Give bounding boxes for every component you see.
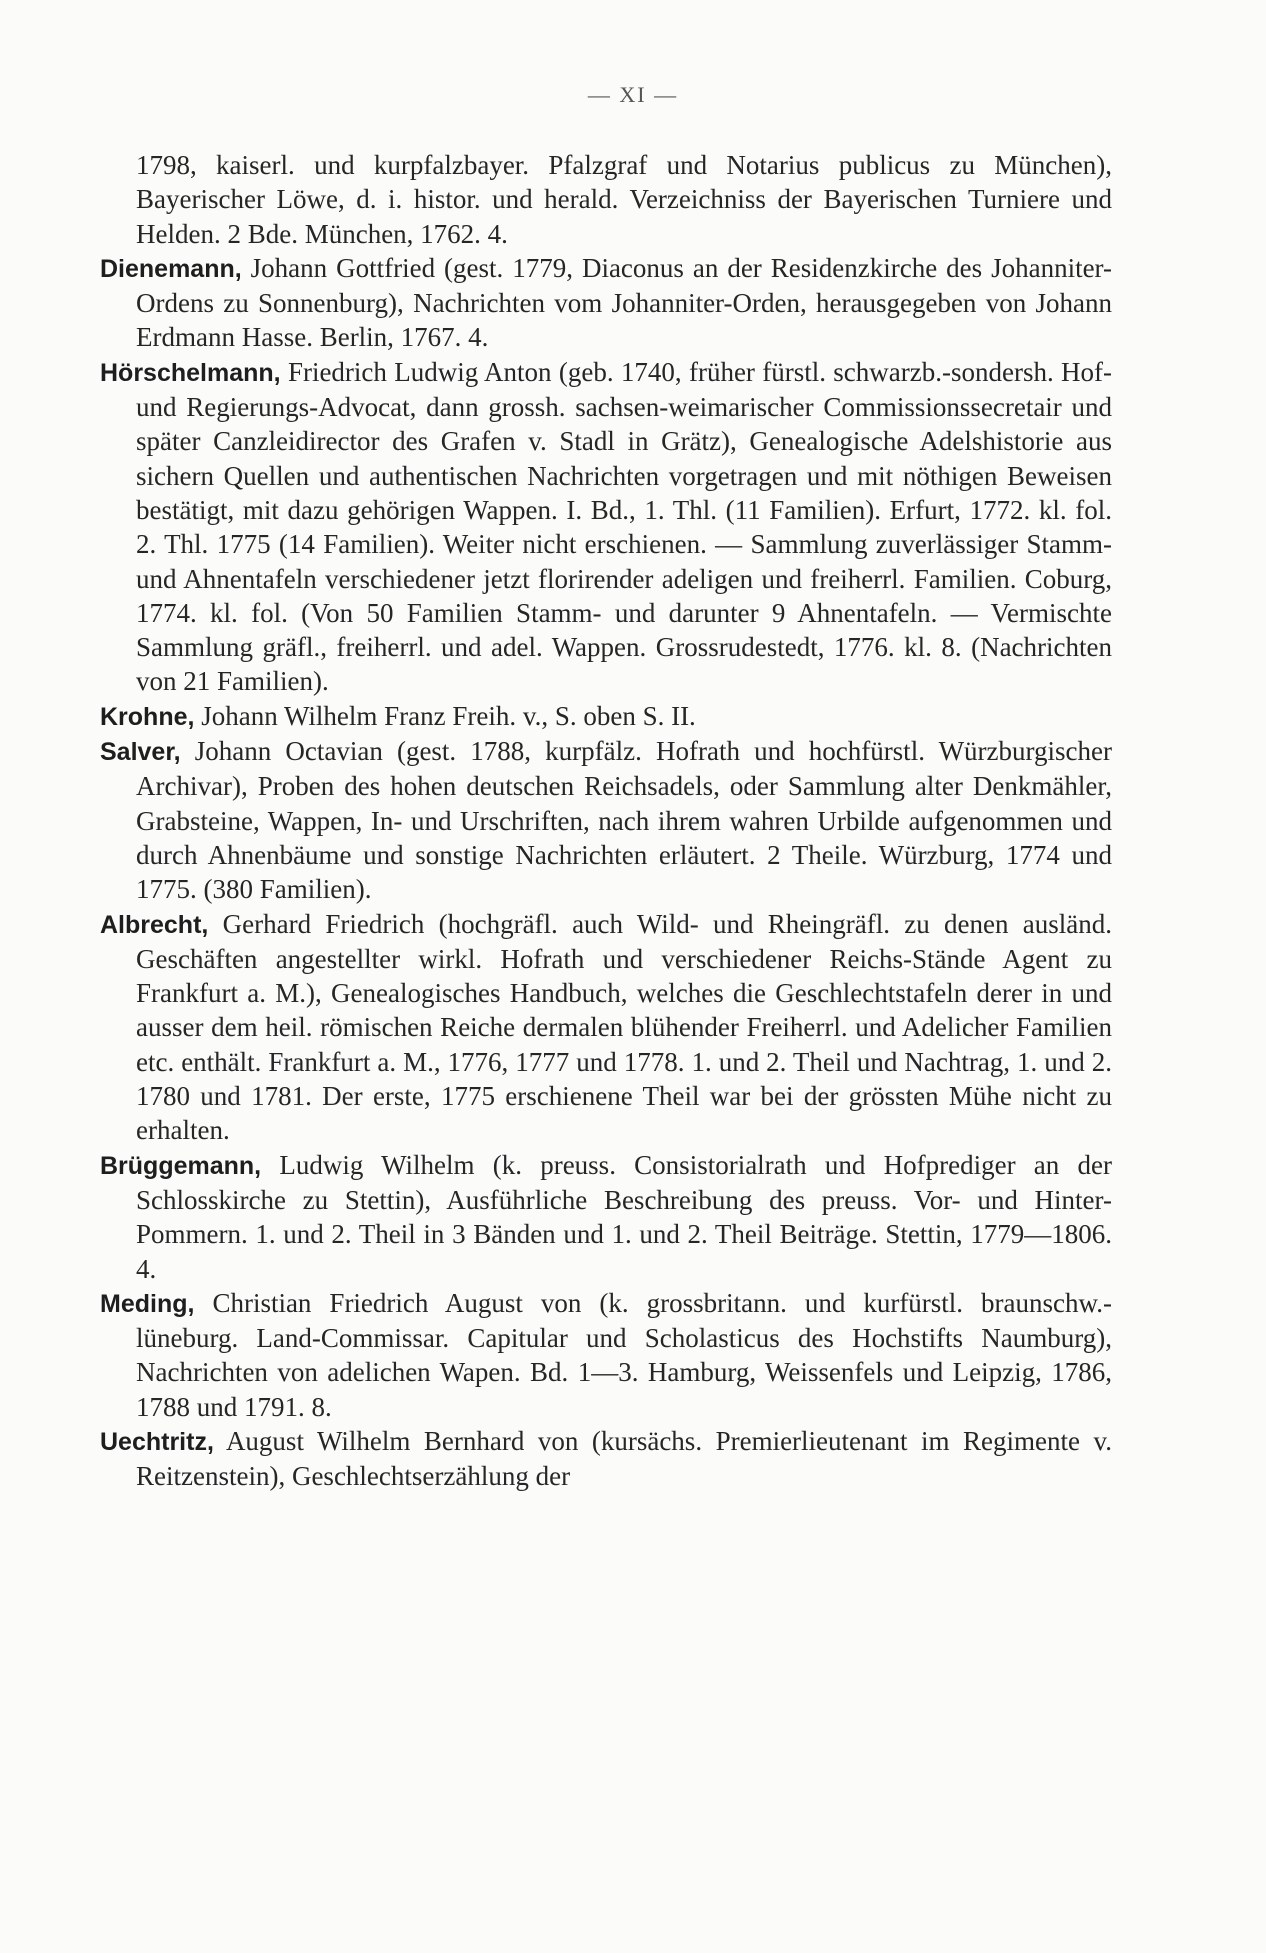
entry-text: August Wilhelm Bernhard von (kursächs. Premierlieutenant im Regimente v. Reitzenstein), Geschlechtserzählung der: [136, 1425, 1112, 1492]
running-head: — XI —: [587, 82, 679, 107]
entry-text: Johann Gottfried (gest. 1779, Diaconus an der Residenzkirche des Johanniter-Ordens zu Sonnenburg), Nachrichten vom Johanniter-Orden, herausgegeben von Johann Erdmann Hasse. Berlin, 1767. 4.: [136, 252, 1112, 353]
bibliography-entry: [100, 1286, 1112, 1424]
author-name: Salver,: [100, 738, 181, 767]
bibliography-entry: [100, 907, 1112, 1148]
bibliography-list: [100, 148, 1112, 1494]
entry-text: Johann Octavian (gest. 1788, kurpfälz. Hofrath und hochfürstl. Würzburgischer Archivar), Proben des hohen deutschen Reichsadels, oder Sammlung alter Denkmähler, Grabsteine, Wappen, In- und Urschriften, nach ihrem wahren Urbilde aufgenommen und durch Ahnenbäume und sonstige Nachrichten erläutert. 2 Theile. Würzburg, 1774 und 1775. (380 Familien).: [136, 736, 1113, 905]
bibliography-entry: [100, 251, 1112, 355]
author-name: Krohne,: [100, 702, 195, 731]
entry-text: 1798, kaiserl. und kurpfalzbayer. Pfalzgraf und Notarius publicus zu München), Bayerischer Löwe, d. i. histor. und herald. Verzeichniss der Bayerischen Turniere und Helden. 2 Bde. München, 1762. 4.: [136, 150, 1112, 249]
author-name: Uechtritz,: [100, 1427, 214, 1456]
author-name: Meding,: [100, 1289, 195, 1318]
author-name: Brüggemann,: [100, 1151, 262, 1180]
entry-text: Gerhard Friedrich (hochgräfl. auch Wild- und Rheingräfl. zu denen ausländ. Geschäften angestellter wirkl. Hofrath und verschiedener Reichs-Stände Agent zu Frankfurt a. M.), Genealogisches Handbuch, welches die Geschlechtstafeln derer in und ausser dem heil. römischen Reiche dermalen blühender Freiherrl. und Adelicher Familien etc. enthält. Frankfurt a. M., 1776, 1777 und 1778. 1. und 2. Theil und Nachtrag, 1. und 2. 1780 und 1781. Der erste, 1775 erschienene Theil war bei der grössten Mühe nicht zu erhalten.: [136, 908, 1112, 1146]
bibliography-entry: [100, 1148, 1112, 1286]
bibliography-entry: [100, 1424, 1112, 1494]
entry-text: Johann Wilhelm Franz Freih. v., S. oben S. II.: [201, 700, 696, 731]
author-name: Dienemann,: [100, 254, 242, 283]
bibliography-entry: [100, 699, 1112, 734]
bibliography-entry: [100, 734, 1112, 906]
bibliography-entry: [100, 148, 1112, 251]
author-name: Albrecht,: [100, 910, 209, 939]
bibliography-entry: [100, 355, 1112, 699]
author-name: Hörschelmann,: [100, 358, 281, 387]
entry-text: Christian Friedrich August von (k. grossbritann. und kurfürstl. braunschw.-lüneburg. Land-Commissar. Capitular und Scholasticus des Hochstifts Naumburg), Nachrichten von adelichen Wapen. Bd. 1—3. Hamburg, Weissenfels und Leipzig, 1786, 1788 und 1791. 8.: [136, 1287, 1112, 1422]
entry-text: Ludwig Wilhelm (k. preuss. Consistorialrath und Hofprediger an der Schlosskirche zu Stettin), Ausführliche Beschreibung des preuss. Vor- und Hinter-Pommern. 1. und 2. Theil in 3 Bänden und 1. und 2. Theil Beiträge. Stettin, 1779—1806. 4.: [136, 1149, 1112, 1284]
entry-text: Friedrich Ludwig Anton (geb. 1740, früher fürstl. schwarzb.-sondersh. Hof- und Regierungs-Advocat, dann grossh. sachsen-weimarischer Commissionssecretair und später Canzleidirector des Grafen v. Stadl in Grätz), Genealogische Adelshistorie aus sichern Quellen und authentischen Nachrichten vorgetragen und mit nöthigen Beweisen bestätigt, mit dazu gehörigen Wappen. I. Bd., 1. Thl. (11 Familien). Erfurt, 1772. kl. fol. 2. Thl. 1775 (14 Familien). Weiter nicht erschienen. — Sammlung zuverlässiger Stamm- und Ahnentafeln verschiedener jetzt florirender adeligen und freiherrl. Familien. Coburg, 1774. kl. fol. (Von 50 Familien Stamm- und darunter 9 Ahnentafeln. — Vermischte Sammlung gräfl., freiherrl. und adel. Wappen. Grossrudestedt, 1776. kl. 8. (Nachrichten von 21 Familien).: [136, 356, 1113, 697]
